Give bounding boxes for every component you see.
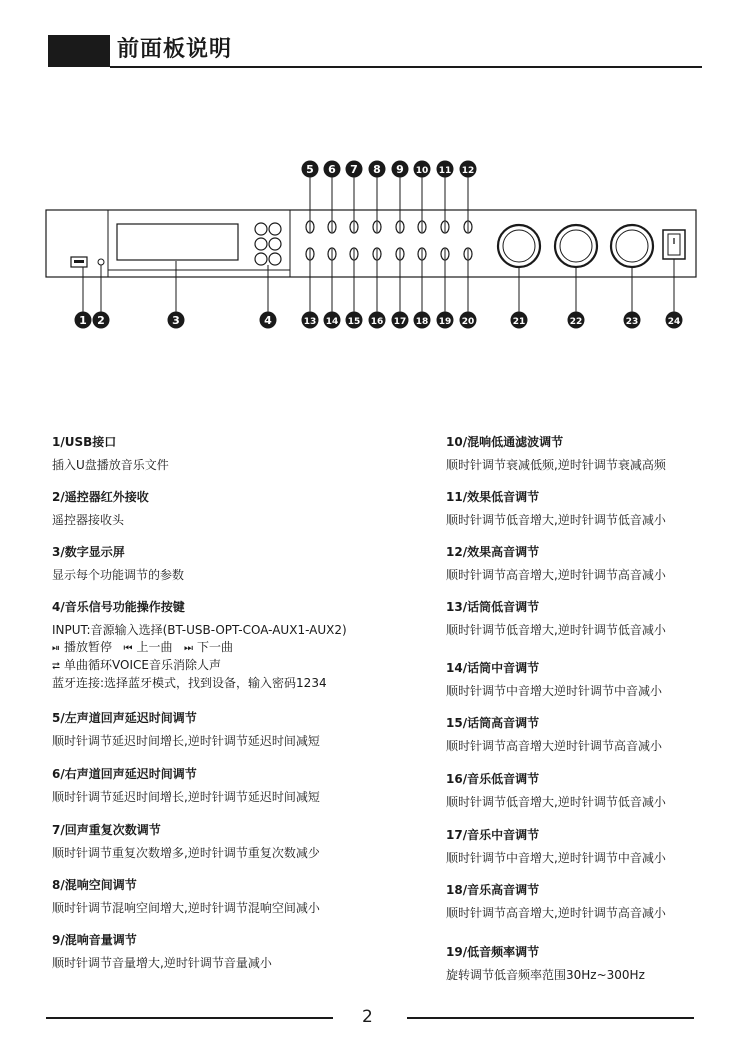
large-knob-inner [503, 230, 535, 262]
item-desc: 旋转调节低音频率范围30Hz~300Hz [446, 968, 645, 982]
callout-number: 16 [370, 316, 384, 327]
callout-number: 7 [350, 162, 358, 176]
item-desc: 显示每个功能调节的参数 [52, 568, 185, 582]
item-title: 12/效果高音调节 [446, 545, 540, 559]
function-button [255, 253, 267, 265]
power-switch-rocker [668, 234, 680, 255]
item-title: 19/低音频率调节 [446, 945, 540, 959]
item-desc: INPUT:音源输入选择(BT-USB-OPT-COA-AUX1-AUX2) [52, 623, 347, 637]
item-title: 2/遥控器红外接收 [52, 490, 149, 504]
item-desc: 顺时针调节低音增大,逆时针调节低音减小 [446, 623, 666, 637]
item-desc: 顺时针调节衰减低频,逆时针调节衰减高频 [446, 458, 666, 472]
callout-number: 19 [438, 316, 452, 327]
callout-number: 20 [461, 316, 475, 327]
item-desc: 顺时针调节中音增大逆时针调节中音减小 [446, 684, 663, 698]
callout-number: 2 [97, 313, 105, 327]
previous-track-icon: ⏮ [123, 643, 133, 654]
spec-item [52, 433, 352, 474]
item-title: 15/话筒高音调节 [446, 716, 540, 730]
large-knob [611, 225, 653, 267]
item-desc: 插入U盘播放音乐文件 [52, 458, 169, 472]
play-pause-icon: ⏯ [52, 643, 60, 654]
callout-number: 4 [264, 313, 272, 327]
callout-number: 5 [306, 162, 314, 176]
large-knob-inner [560, 230, 592, 262]
item-desc: 顺时针调节低音增大,逆时针调节低音减小 [446, 795, 666, 809]
spec-item [446, 714, 746, 755]
item-title: 5/左声道回声延迟时间调节 [52, 711, 197, 725]
spec-item [52, 821, 352, 862]
item-title: 10/混响低通滤波调节 [446, 435, 564, 449]
callout-number: 15 [347, 316, 361, 327]
page-title: 前面板说明 [117, 37, 233, 62]
callout-number: 3 [172, 313, 180, 327]
item-title: 6/右声道回声延迟时间调节 [52, 767, 197, 781]
callout-number: 13 [303, 316, 317, 327]
spec-item [52, 876, 352, 917]
item-desc: 蓝牙连接:选择蓝牙模式，找到设备，输入密码1234 [52, 676, 327, 690]
item-title: 4/音乐信号功能操作按键 [52, 600, 185, 614]
callout-number: 23 [625, 316, 639, 327]
spec-item [446, 770, 746, 811]
footer-rule-right [407, 1017, 694, 1019]
front-panel-diagram [0, 150, 750, 340]
spec-item [446, 433, 746, 474]
spec-item [52, 709, 352, 750]
spec-item [446, 598, 746, 639]
item-title: 3/数字显示屏 [52, 545, 125, 559]
item-desc: ⏯ 播放暂停 ⏮ 上一曲 ⏭ 下一曲 [52, 639, 432, 657]
item-desc: 顺时针调节重复次数增多,逆时针调节重复次数减少 [52, 846, 320, 860]
item-desc: ⮂ 单曲循环VOICE音乐消除人声 [52, 657, 432, 675]
item-title: 18/音乐高音调节 [446, 883, 540, 897]
item-desc: 顺时针调节高音增大,逆时针调节高音减小 [446, 906, 666, 920]
spec-item [446, 488, 746, 529]
large-knob-inner [616, 230, 648, 262]
item-title: 11/效果低音调节 [446, 490, 540, 504]
item-title: 13/话筒低音调节 [446, 600, 540, 614]
callout-number: 6 [328, 162, 336, 176]
item-title: 1/USB接口 [52, 435, 117, 449]
spec-item [446, 881, 746, 922]
function-button [269, 238, 281, 250]
chassis-outline [46, 210, 696, 277]
display-screen [117, 224, 238, 260]
function-button [269, 223, 281, 235]
large-knob [555, 225, 597, 267]
item-desc: 顺时针调节混响空间增大,逆时针调节混响空间减小 [52, 901, 320, 915]
spec-item [446, 826, 746, 867]
function-button [255, 238, 267, 250]
callout-number: 18 [415, 316, 429, 327]
footer-rule-left [46, 1017, 333, 1019]
usb-port-contact [74, 260, 84, 263]
item-title: 9/混响音量调节 [52, 933, 137, 947]
item-desc: 顺时针调节低音增大,逆时针调节低音减小 [446, 513, 666, 527]
item-desc: 顺时针调节延迟时间增长,逆时针调节延迟时间减短 [52, 734, 320, 748]
item-desc: 顺时针调节音量增大,逆时针调节音量减小 [52, 956, 272, 970]
page-number: 2 [362, 1007, 373, 1027]
large-knob [498, 225, 540, 267]
callout-number: 1 [79, 313, 87, 327]
function-button [255, 223, 267, 235]
spec-item [52, 765, 352, 806]
spec-item [52, 931, 352, 972]
spec-item [446, 943, 746, 984]
callout-number: 12 [461, 165, 475, 176]
callout-number: 8 [373, 162, 381, 176]
header-block [48, 35, 110, 67]
spec-item [52, 543, 352, 584]
callout-number: 14 [325, 316, 339, 327]
item-desc: 顺时针调节高音增大逆时针调节高音减小 [446, 739, 663, 753]
spec-item [446, 659, 746, 700]
spec-item [52, 488, 352, 529]
callout-number: 21 [512, 316, 526, 327]
next-track-icon: ⏭ [183, 643, 193, 654]
callout-number: 22 [569, 316, 583, 327]
item-title: 16/音乐低音调节 [446, 772, 540, 786]
item-4 [52, 598, 432, 692]
item-title: 14/话筒中音调节 [446, 661, 540, 675]
callout-number: 11 [438, 165, 452, 176]
callout-number: 10 [415, 165, 429, 176]
repeat-icon: ⮂ [52, 661, 60, 672]
ir-receiver [98, 259, 104, 265]
function-button [269, 253, 281, 265]
item-title: 7/回声重复次数调节 [52, 823, 161, 837]
item-title: 8/混响空间调节 [52, 878, 137, 892]
callout-number: 9 [396, 162, 404, 176]
callout-number: 24 [667, 316, 681, 327]
item-desc: 顺时针调节延迟时间增长,逆时针调节延迟时间减短 [52, 790, 320, 804]
spec-item [446, 543, 746, 584]
callout-number: 17 [393, 316, 407, 327]
item-title: 17/音乐中音调节 [446, 828, 540, 842]
item-desc: 顺时针调节中音增大,逆时针调节中音减小 [446, 851, 666, 865]
item-desc: 遥控器接收头 [52, 513, 125, 527]
header-rule [110, 66, 702, 68]
item-desc: 顺时针调节高音增大,逆时针调节高音减小 [446, 568, 666, 582]
